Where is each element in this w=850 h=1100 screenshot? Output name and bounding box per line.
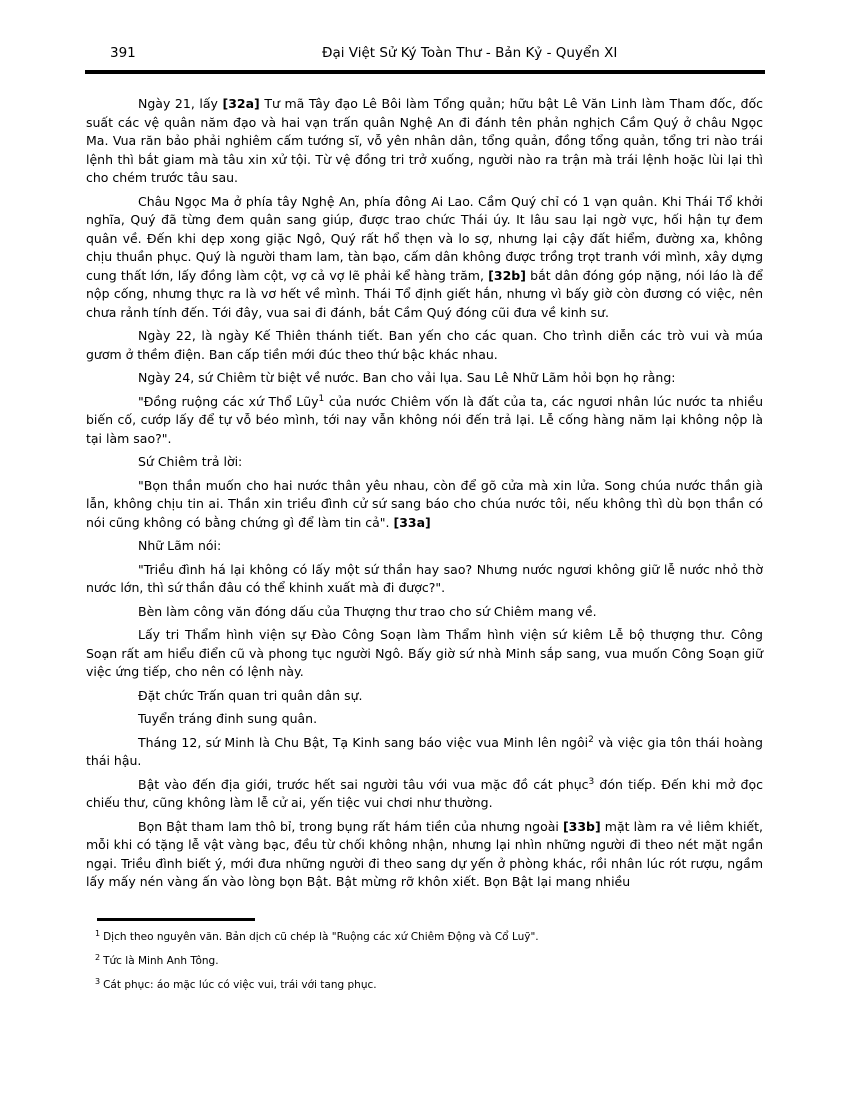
text-run: và việc gia tôn thái hoàng thái hậu.: [86, 734, 763, 768]
footnote-ref: 1: [318, 393, 325, 404]
footnote-text: Cát phục: áo mặc lúc có việc vui, trái với tang phục.: [103, 979, 377, 991]
text-run: của nước Chiêm vốn là đất của ta, các ngươi nhân lúc nước ta nhiều biến cố, cướp lấy để tự vỗ béo mình, tới nay vẫn không nói đến trả lại. Lễ cống hàng năm lại không nộp là tại làm sao?".: [86, 393, 763, 446]
footnote-text: Tức là Minh Anh Tông.: [103, 955, 219, 967]
paragraph: [86, 537, 763, 556]
folio-marker: [32a]: [222, 96, 260, 111]
footnote-number: 3: [95, 976, 101, 986]
footnote-text: Dịch theo nguyên văn. Bản dịch cũ chép là "Ruộng các xứ Chiêm Động và Cổ Luỹ".: [103, 931, 539, 943]
text-run: Ngày 24, sứ Chiêm từ biệt về nước. Ban cho vải lụa. Sau Lê Nhữ Lãm hỏi bọn họ rằng:: [138, 370, 676, 385]
paragraph: [86, 369, 763, 388]
text-run: "Bọn thần muốn cho hai nước thân yêu nhau, còn để gõ cửa mà xin lửa. Song chúa nước thần già lẫn, không chịu tin ai. Thần xin triều đình cử sứ sang báo cho chúa nước tôi, nếu không thì dù bọn thần có nói cũng không có bằng chứng gì để làm tin cả".: [86, 477, 763, 530]
footnote-number: 2: [95, 952, 101, 962]
paragraph: [86, 561, 763, 598]
paragraph: [86, 603, 763, 622]
footnote-separator: [97, 918, 255, 921]
paragraph: [86, 393, 763, 449]
footnote-ref: 3: [588, 776, 595, 787]
paragraph: [86, 818, 763, 892]
paragraph: [86, 687, 763, 706]
text-run: Bọn Bật tham lam thô bỉ, trong bụng rất hám tiền của nhưng ngoài: [138, 818, 563, 834]
footnote-ref: 2: [588, 734, 594, 745]
paragraph: [86, 776, 763, 813]
text-run: Nhữ Lãm nói:: [138, 538, 222, 553]
footnote: [95, 978, 755, 992]
text-run: Ngày 21, lấy: [138, 96, 223, 111]
text-run: Sứ Chiêm trả lời:: [138, 454, 243, 469]
text-run: Lấy tri Thẩm hình viện sự Đào Công Soạn làm Thẩm hình viện sứ kiêm Lễ bộ thượng thư. Công Soạn rất am hiểu điển cũ và phong tục người Ngô. Bấy giờ sứ nhà Minh sắp sang, vua muốn Công Soạn giữ việc ứng tiếp, cho nên có lệnh này.: [86, 627, 763, 679]
paragraph: [86, 327, 763, 364]
document-body: [86, 95, 763, 897]
text-run: mặt làm ra vẻ liêm khiết, mỗi khi có tặng lễ vật vàng bạc, đều từ chối không nhận, nhưng lại nhìn những người đi theo nét mặt ngần ngại. Triều đình biết ý, mới đưa những người đi theo sang dự yến ở phòng khác, rồi nhân lúc rót rượu, ngầm lấy mấy nén vàng ấn vào lòng bọn Bật. Bật mừng rỡ khôn xiết. Bọn Bật lại mang nhiều: [86, 818, 763, 889]
folio-marker: [33a]: [393, 514, 431, 530]
page-title: Đại Việt Sử Ký Toàn Thư - Bản Kỷ - Quyển XI: [322, 45, 618, 61]
text-run: Tuyển tráng đinh sung quân.: [138, 711, 318, 726]
text-run: đón tiếp. Đến khi mở đọc chiếu thư, cũng không làm lễ cử ai, yến tiệc vui chơi như thường.: [86, 776, 763, 810]
text-run: Tư mã Tây đạo Lê Bôi làm Tổng quản; hữu bật Lê Văn Linh làm Tham đốc, đốc suất các vệ quân năm đạo và hai vạn trấn quân Nghệ An đi đánh tên phản nghịch Cầm Quý ở châu Ngọc Ma. Vua răn bảo phải nghiêm cấm tướng sĩ, vỗ yên nhân dân, tổng quản, đồng tổng quản, tổng tri nào trái lệnh thì bắt giam mà tâu xin xử tội. Từ vệ đồng tri trở xuống, người nào ra trận mà trái lệnh hoặc lùi lại thì cho chém trước tâu sau.: [86, 96, 763, 185]
paragraph: [86, 734, 763, 771]
header-rule: [85, 70, 765, 74]
footnote-number: 1: [95, 928, 101, 938]
paragraph: [86, 477, 763, 533]
text-run: Châu Ngọc Ma ở phía tây Nghệ An, phía đông Ai Lao. Cầm Quý chỉ có 1 vạn quân. Khi Thái Tổ khởi nghĩa, Quý đã từng đem quân sang giúp, được trao chức Thái úy. It lâu sau lại ngờ vực, hối hận tự đem quân về. Đến khi dẹp xong giặc Ngô, Quý rất hổ thẹn và lo sợ, nhưng lại cậy đất hiểm, đường xa, không chịu thuần phục. Quý là người tham lam, tàn bạo, cấm dân không được trồng trọt tranh với mình, xây dựng cung thất lớn, lấy đồng làm cột, vợ cả vợ lẽ phải kể hàng trăm,: [86, 193, 763, 283]
text-run: Ngày 22, là ngày Kế Thiên thánh tiết. Ban yến cho các quan. Cho trình diễn các trò vui và múa gươm ở thềm điện. Ban cấp tiền mới đúc theo thứ bậc khác nhau.: [86, 328, 763, 362]
text-run: "Đồng ruộng các xứ Thổ Lũy: [138, 393, 319, 409]
footnote: [95, 930, 755, 944]
paragraph: [86, 626, 763, 682]
text-run: Đặt chức Trấn quan tri quân dân sự.: [138, 687, 363, 703]
footnote: [95, 954, 755, 968]
page-number: 391: [110, 45, 136, 61]
paragraph: [86, 710, 763, 729]
paragraph: [86, 193, 763, 323]
text-run: "Triều đình há lại không có lấy một sứ thần hay sao? Nhưng nước ngươi không giữ lễ nước nhỏ thờ nước lớn, thì sứ thần đâu có thể khinh xuất mà đi được?".: [86, 561, 763, 595]
text-run: Tháng 12, sứ Minh là Chu Bật, Tạ Kinh sang báo việc vua Minh lên ngôi: [138, 734, 589, 750]
text-run: Bèn làm công văn đóng dấu của Thượng thư trao cho sứ Chiêm mang về.: [138, 603, 597, 619]
folio-marker: [32b]: [488, 267, 526, 283]
paragraph: [86, 95, 763, 188]
footnotes-list: [95, 930, 755, 1002]
text-run: bắt dân đóng góp nặng, nói láo là để nộp cống, nhưng thực ra là vơ hết về mình. Thái Tổ định giết hắn, nhưng vì bấy giờ còn đương có việc, nên chưa rảnh tính đến. Tới đây, vua sai đi đánh, bắt Cầm Quý đóng cũi đưa về kinh sư.: [86, 267, 763, 320]
paragraph: [86, 453, 763, 472]
text-run: Bật vào đến địa giới, trước hết sai người tâu với vua mặc đồ cát phục: [138, 776, 589, 792]
folio-marker: [33b]: [562, 818, 601, 834]
